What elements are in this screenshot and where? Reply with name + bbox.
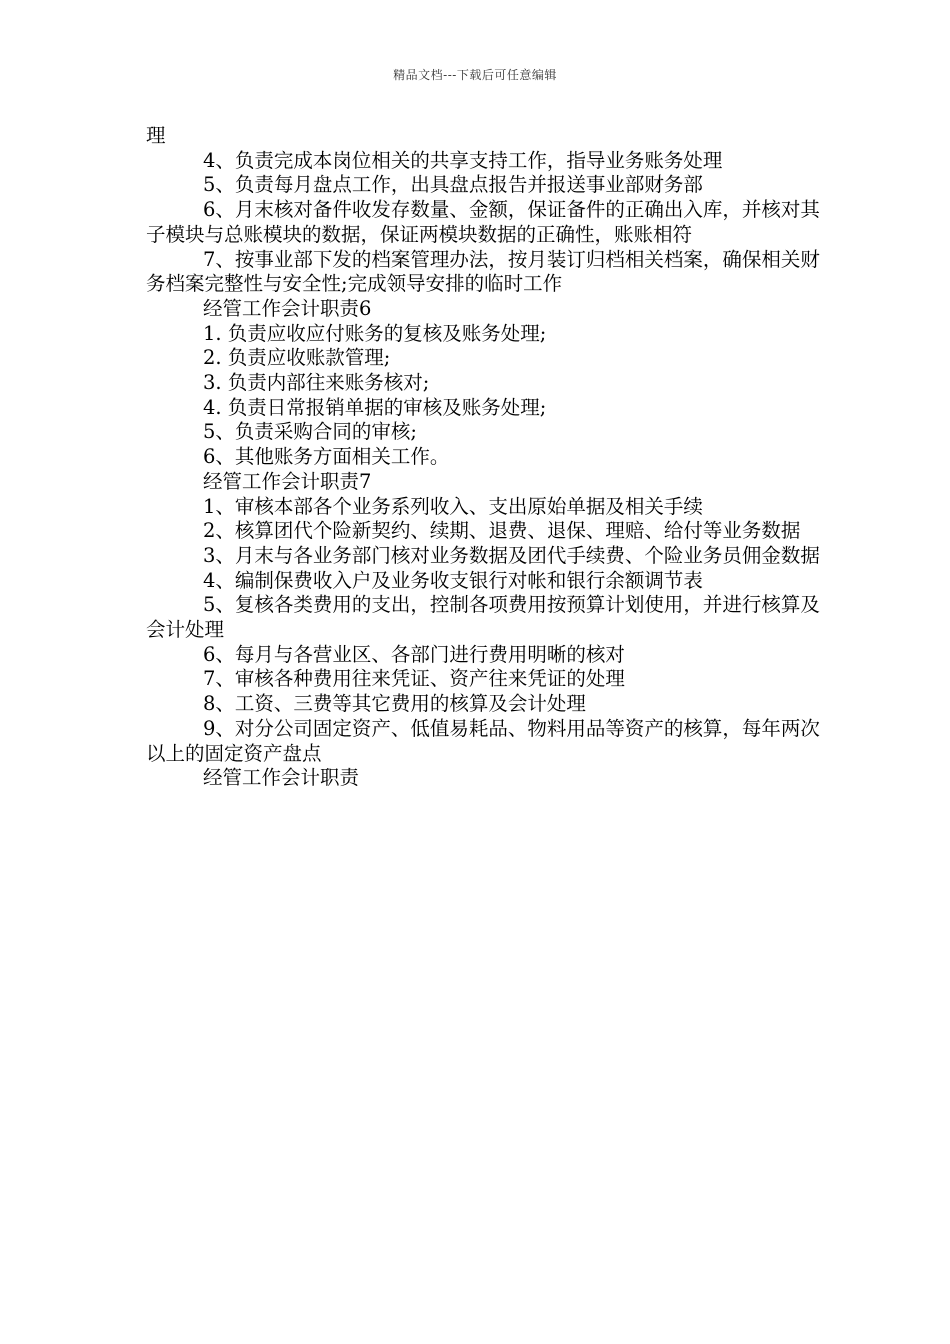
paragraph-item-1: 1、审核本部各个业务系列收入、支出原始单据及相关手续 — [203, 494, 703, 518]
paragraph-item-7: 7、按事业部下发的档案管理办法，按月装订归档相关档案，确保相关财务档案完整性与安全性;完成领导安排的临时工作 — [146, 247, 820, 296]
paragraph-item-8: 8、工资、三费等其它费用的核算及会计处理 — [203, 692, 586, 716]
paragraph-item-3: 3、月末与各业务部门核对业务数据及团代手续费、个险业务员佣金数据 — [203, 543, 820, 567]
paragraph-item-5: 5、复核各类费用的支出，控制各项费用按预算计划使用，并进行核算及会计处理 — [146, 593, 820, 642]
paragraph-continuation: 理 — [146, 124, 166, 147]
paragraph-item-1: 1. 负责应收应付账务的复核及账务处理; — [203, 321, 547, 345]
paragraph-item-5: 5、负责每月盘点工作，出具盘点报告并报送事业部财务部 — [203, 173, 703, 197]
paragraph-item-5: 5、负责采购合同的审核; — [203, 420, 417, 444]
paragraph-item-3: 3. 负责内部往来账务核对; — [203, 371, 430, 395]
paragraph-item-7: 7、审核各种费用往来凭证、资产往来凭证的处理 — [203, 667, 625, 691]
paragraph-item-2: 2. 负责应收账款管理; — [203, 346, 391, 370]
paragraph-item-9: 9、对分公司固定资产、低值易耗品、物料用品等资产的核算，每年两次以上的固定资产盘点 — [146, 716, 820, 765]
section-heading-7: 经管工作会计职责7 — [203, 469, 372, 493]
paragraph-item-4: 4、负责完成本岗位相关的共享支持工作，指导业务账务处理 — [203, 148, 723, 172]
section-heading-6: 经管工作会计职责6 — [203, 296, 372, 320]
page-header: 精品文档---下载后可任意编辑 — [393, 68, 557, 82]
paragraph-item-6: 6、每月与各营业区、各部门进行费用明晰的核对 — [203, 642, 625, 666]
paragraph-item-2: 2、核算团代个险新契约、续期、退费、退保、理赔、给付等业务数据 — [203, 519, 801, 543]
paragraph-item-6: 6、其他账务方面相关工作。 — [203, 445, 450, 469]
section-heading: 经管工作会计职责 — [203, 766, 360, 790]
paragraph-item-6: 6、月末核对备件收发存数量、金额，保证备件的正确出入库，并核对其子模块与总账模块的数据，保证两模块数据的正确性，账账相符 — [146, 198, 820, 246]
document-body — [146, 124, 836, 791]
paragraph-item-4: 4、编制保费收入户及业务收支银行对帐和银行余额调节表 — [203, 568, 703, 592]
paragraph-item-4: 4. 负责日常报销单据的审核及账务处理; — [203, 395, 547, 419]
